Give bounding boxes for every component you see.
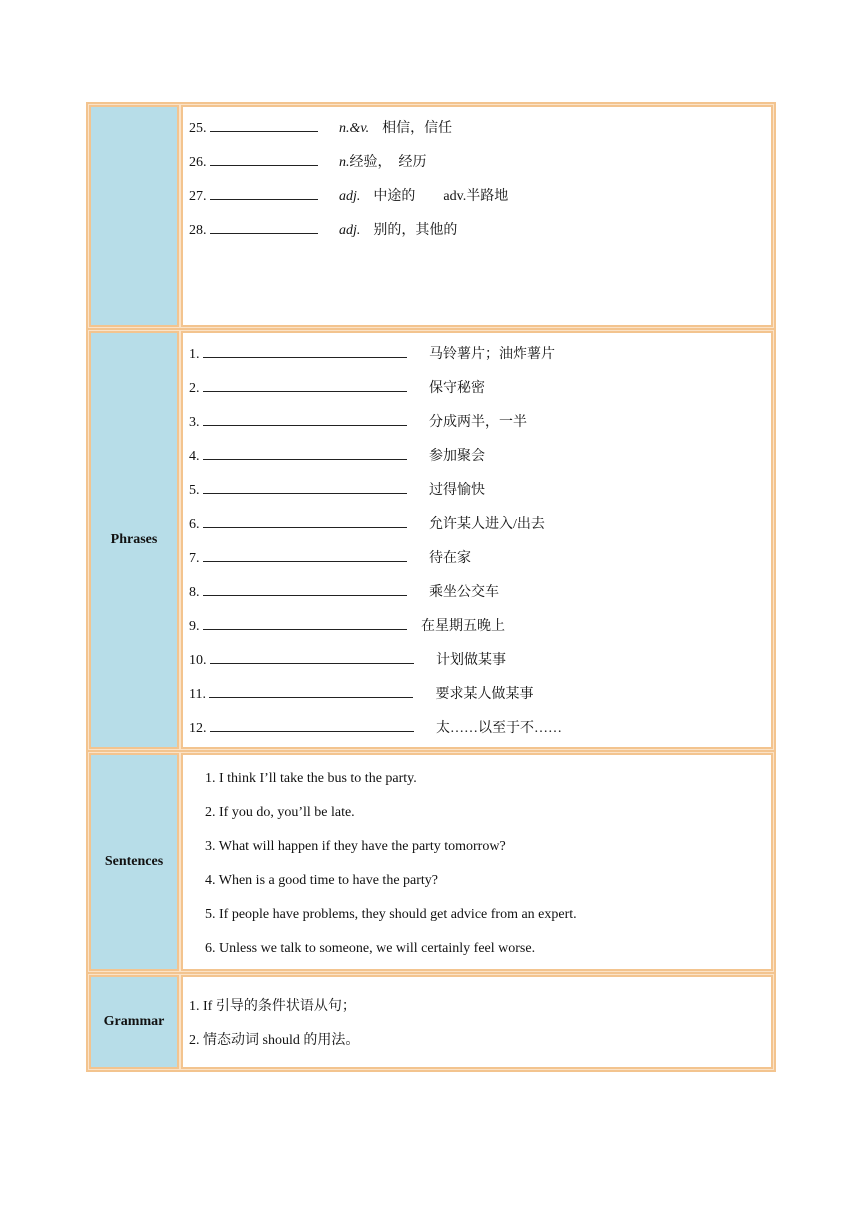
sentences-row (88, 752, 774, 974)
phrase-meaning: 保守秘密 (429, 381, 485, 396)
phrase-number: 11. (189, 687, 206, 702)
phrase-number: 4. (189, 449, 200, 464)
phrase-meaning: 分成两半，一半 (429, 415, 527, 430)
sentence-item: 3. What will happen if they have the party tomorrow? (205, 839, 506, 854)
word-number: 25. (189, 121, 207, 136)
vocabulary-table (86, 102, 776, 1072)
phrase-number: 8. (189, 585, 200, 600)
grammar-label: Grammar (89, 975, 179, 1069)
word-meaning: 中途的 adv.半路地 (373, 189, 509, 204)
word-number: 28. (189, 223, 207, 238)
answer-blank[interactable] (203, 581, 407, 596)
phrase-item (189, 343, 765, 377)
answer-blank[interactable] (203, 479, 407, 494)
phrase-number: 7. (189, 551, 200, 566)
phrase-meaning: 要求某人做某事 (435, 687, 534, 702)
grammar-row (88, 974, 774, 1070)
word-item (189, 117, 765, 151)
phrase-item (189, 717, 765, 751)
part-of-speech: n.&v. (339, 121, 370, 136)
grammar-item: 2. 情态动词 should 的用法。 (189, 1033, 360, 1048)
answer-blank[interactable] (210, 117, 318, 132)
sentence-item: 5. If people have problems, they should get advice from an expert. (205, 907, 577, 922)
sentences-content-cell (181, 753, 773, 971)
phrase-number: 10. (189, 653, 207, 668)
grammar-item: 1. If 引导的条件状语从句； (189, 999, 356, 1014)
word-item (189, 219, 765, 253)
phrase-meaning: 计划做某事 (436, 653, 506, 668)
phrase-meaning: 允许某人进入/出去 (429, 517, 545, 532)
phrase-number: 9. (189, 619, 200, 634)
phrase-meaning: 在星期五晚上 (421, 619, 505, 634)
answer-blank[interactable] (203, 547, 407, 562)
phrase-number: 3. (189, 415, 200, 430)
grammar-content-cell (181, 975, 773, 1069)
phrase-item (189, 547, 765, 581)
phrase-item (189, 411, 765, 445)
words-label-cell (89, 105, 179, 327)
phrase-number: 2. (189, 381, 200, 396)
word-meaning: 经验， 经历 (349, 155, 427, 170)
answer-blank[interactable] (210, 649, 414, 664)
part-of-speech: adj. (339, 223, 361, 238)
answer-blank[interactable] (210, 219, 318, 234)
phrase-meaning: 乘坐公交车 (429, 585, 499, 600)
phrases-row (88, 330, 774, 752)
phrase-item (189, 649, 765, 683)
answer-blank[interactable] (210, 151, 318, 166)
sentence-item: 1. I think I’ll take the bus to the party. (205, 771, 417, 786)
word-meaning: 别的，其他的 (373, 223, 458, 238)
answer-blank[interactable] (203, 411, 407, 426)
phrase-item (189, 377, 765, 411)
answer-blank[interactable] (209, 683, 413, 698)
answer-blank[interactable] (203, 615, 407, 630)
phrase-meaning: 马铃薯片；油炸薯片 (429, 347, 555, 362)
part-of-speech: n. (339, 155, 350, 170)
answer-blank[interactable] (203, 377, 407, 392)
answer-blank[interactable] (203, 445, 407, 460)
words-row (88, 104, 774, 330)
phrase-item (189, 479, 765, 513)
phrase-number: 5. (189, 483, 200, 498)
answer-blank[interactable] (210, 185, 318, 200)
phrase-item (189, 513, 765, 547)
answer-blank[interactable] (210, 717, 414, 732)
word-item (189, 151, 765, 185)
phrase-item (189, 683, 765, 717)
word-number: 27. (189, 189, 207, 204)
phrase-item (189, 445, 765, 479)
sentence-item: 6. Unless we talk to someone, we will certainly feel worse. (205, 941, 536, 956)
part-of-speech: adj. (339, 189, 361, 204)
phrase-number: 1. (189, 347, 200, 362)
sentence-item: 4. When is a good time to have the party? (205, 873, 439, 888)
phrase-meaning: 过得愉快 (429, 483, 485, 498)
word-meaning: 相信，信任 (382, 121, 453, 136)
phrase-meaning: 参加聚会 (429, 449, 485, 464)
phrases-content-cell (181, 331, 773, 749)
phrase-number: 6. (189, 517, 200, 532)
phrase-number: 12. (189, 721, 207, 736)
sentences-label: Sentences (89, 753, 179, 971)
phrase-item (189, 615, 765, 649)
phrase-meaning: 待在家 (429, 551, 471, 566)
answer-blank[interactable] (203, 343, 407, 358)
phrase-meaning: 太……以至于不…… (436, 721, 562, 736)
word-item (189, 185, 765, 219)
phrases-label: Phrases (89, 331, 179, 749)
answer-blank[interactable] (203, 513, 407, 528)
words-content-cell (181, 105, 773, 327)
sentence-item: 2. If you do, you’ll be late. (205, 805, 355, 820)
phrase-item (189, 581, 765, 615)
word-number: 26. (189, 155, 207, 170)
